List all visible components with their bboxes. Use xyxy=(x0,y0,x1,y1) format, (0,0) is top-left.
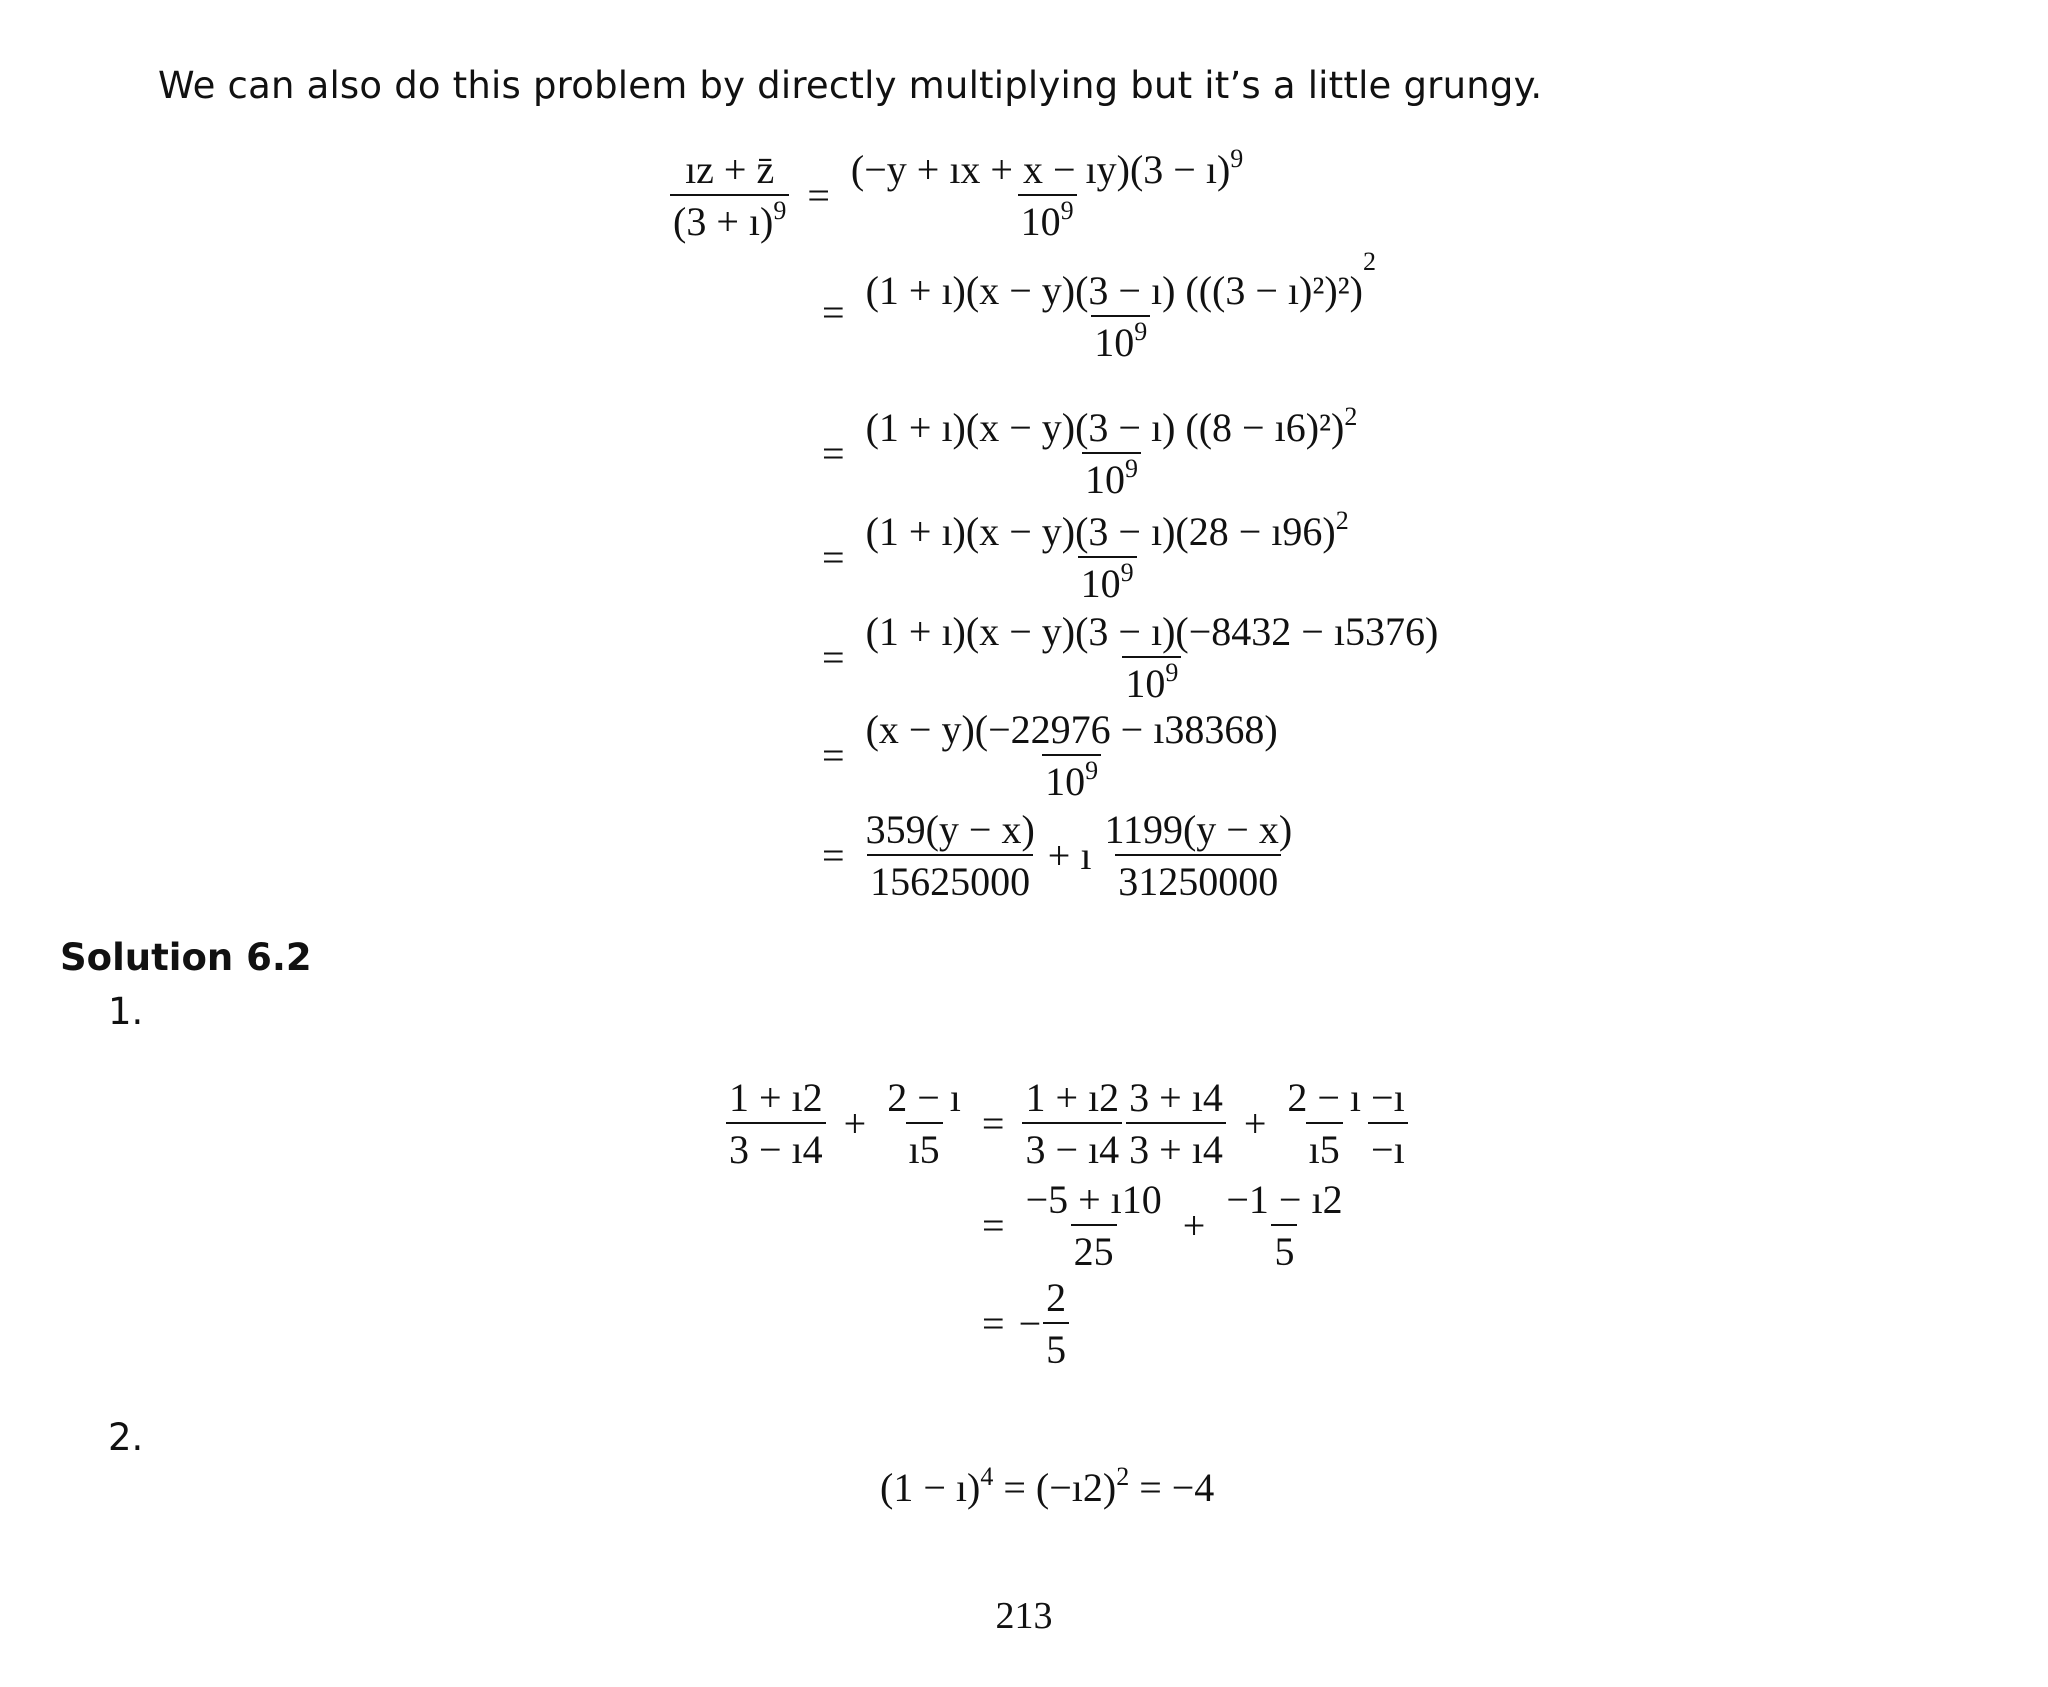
step-5-den-text: 10 xyxy=(1045,759,1086,804)
derivation-1-row-5 xyxy=(808,707,1285,804)
derivation-1-final xyxy=(808,807,1299,904)
step-1-num-text: (1 + ı)(x − y)(3 − ı) (((3 − ı)²)²) xyxy=(865,268,1363,313)
plus-i: + ı xyxy=(1047,833,1092,878)
b2-r1a-fraction xyxy=(1022,1075,1122,1172)
derivation-2-row-0 xyxy=(722,1075,1412,1172)
derivation-2-row-2 xyxy=(968,1275,1073,1372)
step-4-numerator xyxy=(863,609,1442,656)
derivation-1-row-0 xyxy=(666,144,1250,244)
final-a-numerator: 359(y − x) xyxy=(865,807,1035,852)
b2-r2b-den: −ı xyxy=(1368,1122,1408,1170)
equals-sign: = xyxy=(822,535,845,580)
b2-l2-num: 2 − ı xyxy=(887,1075,961,1120)
equals-sign: = xyxy=(822,431,845,476)
equals-sign: = xyxy=(822,635,845,680)
step-fraction-1 xyxy=(863,247,1379,365)
b2-s2a-den: 25 xyxy=(1071,1224,1117,1272)
equals-sign: = xyxy=(807,173,830,218)
step-3-den-exp: 9 xyxy=(1120,558,1134,587)
step-3-num-exp: 2 xyxy=(1335,506,1349,535)
step-fraction-2 xyxy=(863,402,1361,502)
step-0-num-exp: 9 xyxy=(1230,144,1244,173)
step-fraction-4 xyxy=(863,609,1442,706)
b2-final-den: 5 xyxy=(1043,1322,1069,1370)
b3-mid: = (−ı2) xyxy=(993,1465,1117,1510)
lhs-denominator xyxy=(670,194,789,242)
step-4-denominator xyxy=(1122,656,1181,704)
b2-final-fraction xyxy=(1043,1275,1069,1372)
step-2-denominator xyxy=(1082,452,1141,500)
plus-sign: + xyxy=(1243,1101,1267,1146)
b2-l1-num: 1 + ı2 xyxy=(729,1075,823,1120)
b2-r1b-num: 3 + ı4 xyxy=(1129,1075,1223,1120)
b2-s2a-fraction xyxy=(1023,1177,1165,1274)
step-0-numerator xyxy=(848,144,1246,194)
final-b-denominator: 31250000 xyxy=(1115,854,1281,902)
step-4-num-text: (1 + ı)(x − y)(3 − ı)(−8432 − ı5376) xyxy=(865,609,1439,654)
step-5-numerator xyxy=(863,707,1281,754)
section-heading: Solution 6.2 xyxy=(60,936,312,979)
derivation-1-row-1 xyxy=(808,247,1383,365)
step-4-den-text: 10 xyxy=(1125,661,1166,706)
b2-r2a-fraction xyxy=(1284,1075,1364,1172)
lhs-numerator: ız + z̄ xyxy=(685,147,775,192)
item-2-label: 2. xyxy=(108,1416,144,1459)
step-0-num-text: (−y + ıx + x − ıy)(3 − ı) xyxy=(850,147,1231,192)
step-2-num-exp: 2 xyxy=(1344,402,1358,431)
equals-sign: = xyxy=(982,1301,1005,1346)
derivation-1 xyxy=(666,144,1250,244)
step-fraction-0 xyxy=(848,144,1246,244)
final-fraction-a xyxy=(863,807,1038,904)
b3-exp1: 4 xyxy=(980,1462,994,1491)
lhs-fraction xyxy=(670,147,789,244)
step-3-den-text: 10 xyxy=(1080,561,1121,606)
step-0-den-text: 10 xyxy=(1020,199,1061,244)
equals-sign: = xyxy=(982,1203,1005,1248)
step-1-denominator xyxy=(1091,315,1150,363)
step-3-num-text: (1 + ı)(x − y)(3 − ı)(28 − ı96) xyxy=(865,509,1336,554)
step-0-denominator xyxy=(1018,194,1077,242)
page-number: 213 xyxy=(995,1595,1053,1637)
step-3-denominator xyxy=(1078,556,1137,604)
intro-text: We can also do this problem by directly multiplying but it’s a little grungy. xyxy=(158,64,1543,107)
b2-l1-den: 3 − ı4 xyxy=(726,1122,826,1170)
b2-final-num: 2 xyxy=(1046,1275,1067,1320)
derivation-1-row-4 xyxy=(808,609,1445,706)
b2-r1b-fraction xyxy=(1126,1075,1226,1172)
final-b-numerator: 1199(y − x) xyxy=(1104,807,1293,852)
step-fraction-3 xyxy=(863,506,1352,606)
plus-sign: + xyxy=(1182,1203,1206,1248)
equals-sign: = xyxy=(822,289,845,335)
b2-r1b-den: 3 + ı4 xyxy=(1126,1122,1226,1170)
b2-r1a-den: 3 − ı4 xyxy=(1022,1122,1122,1170)
step-5-denominator xyxy=(1042,754,1101,802)
step-2-numerator xyxy=(863,402,1361,452)
b2-r2a-num: 2 − ı xyxy=(1287,1075,1362,1120)
b2-s2a-num: −5 + ı10 xyxy=(1025,1177,1162,1222)
final-fraction-b xyxy=(1101,807,1295,904)
b2-s2b-num: −1 − ı2 xyxy=(1226,1177,1343,1222)
step-2-den-exp: 9 xyxy=(1124,454,1138,483)
b3-base: (1 − ı) xyxy=(880,1465,981,1510)
minus-sign: − xyxy=(1018,1301,1042,1346)
step-1-numerator xyxy=(863,247,1379,315)
b2-s2b-den: 5 xyxy=(1271,1224,1297,1272)
b2-r2b-fraction xyxy=(1368,1075,1408,1172)
b2-r2a-den: ı5 xyxy=(1306,1122,1343,1170)
b2-l2-den: ı5 xyxy=(906,1122,943,1170)
step-1-den-text: 10 xyxy=(1094,320,1135,365)
equals-sign: = xyxy=(822,833,845,878)
lhs-den-base: (3 + ı) xyxy=(673,199,774,244)
step-0-den-exp: 9 xyxy=(1060,196,1074,225)
step-2-den-text: 10 xyxy=(1084,457,1125,502)
derivation-2-row-1 xyxy=(968,1177,1350,1274)
step-fraction-5 xyxy=(863,707,1281,804)
step-5-num-text: (x − y)(−22976 − ı38368) xyxy=(865,707,1278,752)
step-1-num-exp: 2 xyxy=(1362,247,1376,276)
b2-r1a-num: 1 + ı2 xyxy=(1025,1075,1120,1120)
final-a-denominator: 15625000 xyxy=(867,854,1033,902)
derivation-1-row-2 xyxy=(808,402,1364,502)
step-3-numerator xyxy=(863,506,1352,556)
plus-sign: + xyxy=(843,1101,867,1146)
b3-end: = −4 xyxy=(1129,1465,1215,1510)
b2-r2b-num: −ı xyxy=(1371,1075,1405,1120)
b3-exp2: 2 xyxy=(1116,1462,1130,1491)
derivation-3 xyxy=(880,1462,1215,1510)
step-1-den-exp: 9 xyxy=(1134,317,1148,346)
step-5-den-exp: 9 xyxy=(1085,756,1099,785)
step-2-num-text: (1 + ı)(x − y)(3 − ı) ((8 − ı6)²) xyxy=(865,405,1345,450)
derivation-1-row-3 xyxy=(808,506,1356,606)
item-1-label: 1. xyxy=(108,990,144,1033)
equals-sign: = xyxy=(822,733,845,778)
equals-sign: = xyxy=(981,1101,1005,1146)
b2-l2-fraction xyxy=(884,1075,964,1172)
lhs-den-exp: 9 xyxy=(773,196,787,225)
step-4-den-exp: 9 xyxy=(1165,658,1179,687)
b2-s2b-fraction xyxy=(1223,1177,1345,1274)
b2-l1-fraction xyxy=(726,1075,826,1172)
